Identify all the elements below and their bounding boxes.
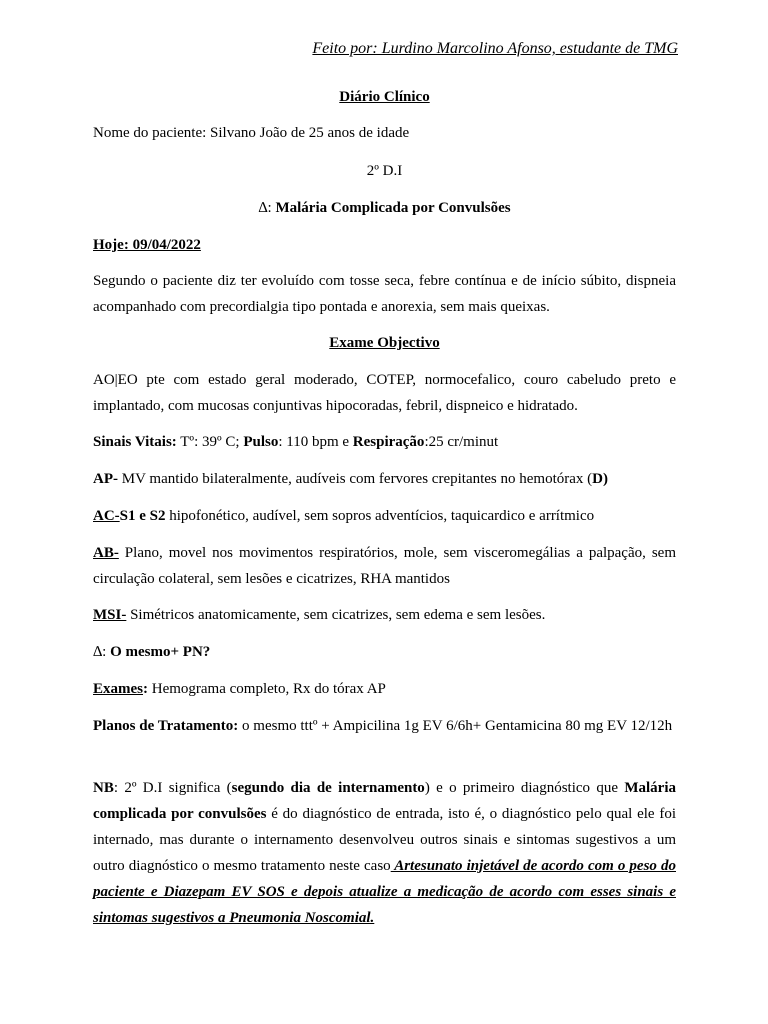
vital-signs-line (93, 429, 676, 455)
ac-label: AC- (93, 508, 120, 524)
patient-line: Nome do paciente: Silvano João de 25 anos de idade (93, 125, 410, 141)
nb-text-2: ) e o primeiro diagnóstico que (424, 780, 625, 796)
diagnosis-update (93, 639, 676, 665)
nb-bold-2: Malária complicada por convulsões (93, 780, 676, 822)
vitals-label: Sinais Vitais: (93, 434, 177, 450)
nb-text-1: : 2º D.I significa ( (113, 780, 232, 796)
document-title: Diário Clínico (339, 89, 430, 105)
respiration-value: :25 cr/minut (424, 434, 499, 450)
ap-side: D) (592, 471, 608, 487)
diagnosis-text: Malária Complicada por Convulsões (275, 200, 511, 216)
exams-text: Hemograma completo, Rx do tórax AP (148, 681, 386, 697)
exams-line (93, 676, 676, 702)
nb-emphasis: Artesunato injetável de acordo com o peso do paciente e Diazepam EV SOS e depois atualize a medicação de acordo com esses sinais e sintomas sugestivos a Pneumonia Noscomial. (93, 858, 676, 926)
ap-line (93, 466, 676, 492)
general-exam-paragraph: AO|EO pte com estado geral moderado, COTEP, normocefalico, couro cabeludo preto e implantado, com mucosas conjuntivas hipocoradas, febril, dispneico e hidratado. (93, 372, 676, 414)
ac-sounds-label: S1 e S2 (119, 508, 166, 524)
diagnosis-entry (93, 195, 676, 221)
pulse-value: : 110 bpm e (278, 434, 353, 450)
today-date: Hoje: 09/04/2022 (93, 237, 201, 253)
msi-label: MSI- (93, 607, 127, 623)
ac-text: hipofonético, audível, sem sopros adventícios, taquicardico e arrítmico (165, 508, 595, 524)
treatment-plan-label: Planos de Tratamento: (93, 718, 239, 734)
nb-text-3: é do diagnóstico de entrada, isto é, o diagnóstico pelo qual ele foi internado, mas durante o internamento desenvolveu outros sinais e sintomas sugestivos a um outro diagnóstico o mesmo tratamento neste caso (93, 806, 676, 874)
exam-title: Exame Objectivo (329, 335, 440, 351)
treatment-plan-paragraph (93, 713, 676, 739)
exams-colon: : (143, 681, 148, 697)
msi-line (93, 602, 676, 628)
history-paragraph: Segundo o paciente diz ter evoluído com tosse seca, febre contínua e de início súbito, dispneia acompanhado com precordialgia tipo pontada e anorexia, sem mais queixas. (93, 273, 676, 315)
delta-symbol: ∆: (258, 200, 272, 216)
ap-text: MV mantido bilateralmente, audíveis com fervores crepitantes no hemotórax ( (118, 471, 593, 487)
temperature-value: Tº: 39º C; (176, 434, 244, 450)
delta-symbol: ∆: (93, 644, 107, 660)
pulse-label: Pulso (243, 434, 279, 450)
respiration-label: Respiração (352, 434, 425, 450)
diagnosis-update-text: O mesmo+ PN? (110, 644, 211, 660)
nb-bold-1: segundo dia de internamento (231, 780, 425, 796)
hospital-day: 2º D.I (366, 163, 403, 179)
treatment-plan-text: o mesmo tttº + Ampicilina 1g EV 6/6h+ Gentamicina 80 mg EV 12/12h (238, 718, 673, 734)
ab-label: AB- (93, 545, 119, 561)
nb-paragraph (93, 775, 676, 931)
ap-label: AP- (93, 471, 118, 487)
ab-paragraph (93, 540, 676, 592)
nb-label: NB (93, 780, 114, 796)
exams-label: Exames (93, 681, 143, 697)
ab-text: Plano, movel nos movimentos respiratórios, mole, sem visceromegálias a palpação, sem circulação colateral, sem lesões e cicatrizes, RHA mantidos (93, 545, 676, 587)
msi-text: Simétricos anatomicamente, sem cicatrizes, sem edema e sem lesões. (126, 607, 546, 623)
ac-line (93, 503, 676, 529)
author-line: Feito por: Lurdino Marcolino Afonso, estudante de TMG (312, 40, 678, 57)
